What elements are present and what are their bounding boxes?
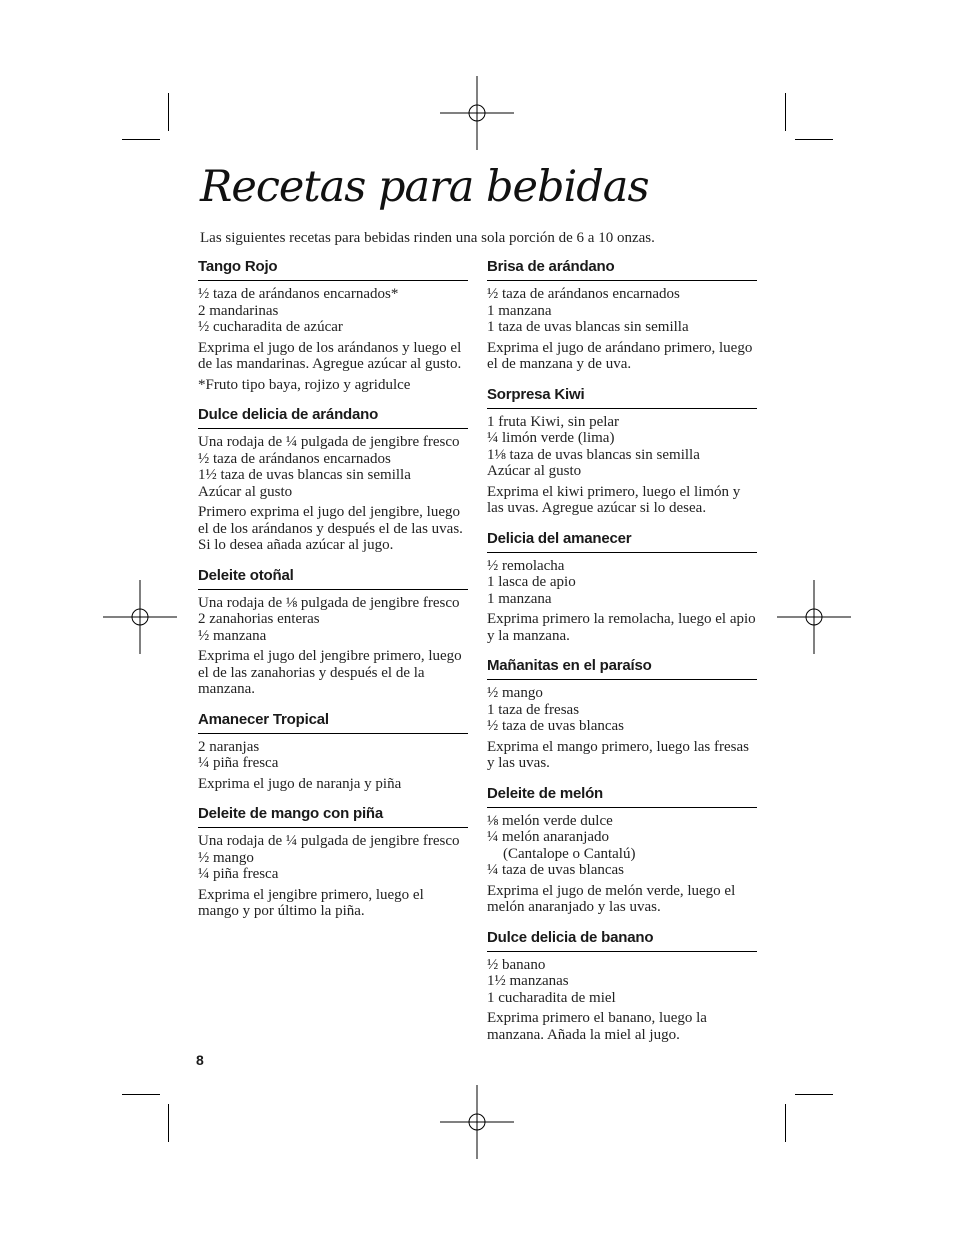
recipe-instructions: Exprima el mango primero, luego las fresas y las uvas. [487, 738, 750, 771]
ingredient: ¼ piña fresca [198, 866, 279, 882]
ingredient: ¼ limón verde (lima) [487, 430, 615, 446]
ingredient: ¼ taza de uvas blancas [487, 862, 625, 878]
recipe-title: Dulce delicia de arándano [198, 406, 468, 429]
ingredient: 1⅛ taza de uvas blancas sin semilla [487, 446, 700, 463]
recipe-instructions: Exprima el jugo de arándano primero, luego el de manzana y de uva. [487, 339, 753, 372]
ingredient: 1 taza de uvas blancas sin semilla [487, 319, 689, 335]
ingredient-list [487, 813, 757, 879]
recipe [198, 711, 468, 806]
recipe-instructions: Exprima el jugo de naranja y piña [198, 775, 402, 792]
recipe [487, 929, 757, 1044]
ingredient: 1 fruta Kiwi, sin pelar [487, 413, 620, 430]
ingredient: 1 taza de fresas [487, 701, 580, 718]
ingredient-list [198, 595, 468, 645]
crop-mark [122, 139, 160, 140]
ingredient: ½ mango [487, 685, 543, 701]
ingredient: ½ taza de uvas blancas [487, 718, 625, 734]
recipe-title: Amanecer Tropical [198, 711, 468, 734]
recipe-instructions: Exprima el kiwi primero, luego el limón y las uvas. Agregue azúcar si lo desea. [487, 483, 741, 516]
ingredient: 1½ taza de uvas blancas sin semilla [198, 467, 411, 483]
recipe-footnote: *Fruto tipo baya, rojizo y agridulce [198, 376, 411, 393]
ingredient: 1 cucharadita de miel [487, 989, 616, 1006]
recipe-title: Delicia del amanecer [487, 530, 757, 553]
ingredient: ½ taza de arándanos encarnados* [198, 286, 399, 302]
ingredient: 2 zanahorias enteras [198, 611, 320, 627]
page-number: 8 [196, 1052, 204, 1068]
ingredient: 1½ manzanas [487, 973, 569, 989]
ingredient: Una rodaja de ¼ pulgada de jengibre fresco [198, 833, 460, 849]
registration-mark-bottom [440, 1085, 514, 1159]
crop-mark [168, 93, 169, 131]
ingredient-list [198, 286, 468, 336]
recipe-instructions: Exprima el jugo del jengibre primero, luego el de las zanahorias y después el de la manzana. [198, 648, 462, 697]
ingredient-list [487, 414, 757, 480]
left-recipe-column [198, 258, 468, 920]
recipe-title: Deleite de melón [487, 785, 757, 808]
ingredient-list [198, 739, 468, 772]
recipe [487, 657, 757, 785]
ingredient: ¼ melón anaranjado [487, 829, 610, 845]
ingredient: ½ taza de arándanos encarnados [487, 286, 680, 302]
ingredient: ½ taza de arándanos encarnados [198, 450, 391, 467]
recipe-instructions: Exprima primero el banano, luego la manzana. Añada la miel al jugo. [487, 1010, 707, 1043]
recipe [198, 805, 468, 920]
recipe [198, 567, 468, 711]
recipe-title: Tango Rojo [198, 258, 468, 281]
ingredient: Una rodaja de ¼ pulgada de jengibre fresco [198, 434, 460, 450]
recipe [198, 406, 468, 567]
ingredient: 1 manzana [487, 302, 552, 319]
recipe-instructions: Exprima el jugo de melón verde, luego el melón anaranjado y las uvas. [487, 882, 736, 915]
ingredient: 1 manzana [487, 590, 552, 607]
recipe-title: Deleite de mango con piña [198, 805, 468, 828]
registration-mark-left [103, 580, 177, 654]
ingredient-list [487, 558, 757, 608]
ingredient: ½ banano [487, 956, 546, 973]
crop-mark [785, 1104, 786, 1142]
recipe-title: Deleite otoñal [198, 567, 468, 590]
recipe [487, 386, 757, 530]
recipe [198, 258, 468, 406]
ingredient-list [487, 685, 757, 735]
recipe-title: Brisa de arándano [487, 258, 757, 281]
ingredient-list [487, 286, 757, 336]
ingredient: Azúcar al gusto [198, 483, 293, 500]
recipe-instructions: Primero exprima el jugo del jengibre, luego el de los arándanos y después el de las uvas. Si lo desea añada azúcar al jugo. [198, 504, 463, 553]
recipe-instructions: Exprima el jugo de los arándanos y luego el de las mandarinas. Agregue azúcar al gusto. [198, 339, 462, 372]
recipe [487, 258, 757, 386]
ingredient-list [487, 957, 757, 1007]
recipe-instructions: Exprima el jengibre primero, luego el mango y por último la piña. [198, 886, 424, 919]
recipe-title: Mañanitas en el paraíso [487, 657, 757, 680]
ingredient: ½ cucharadita de azúcar [198, 319, 343, 335]
recipe-instructions: Exprima primero la remolacha, luego el apio y la manzana. [487, 611, 756, 644]
page-title: Recetas para bebidas [200, 162, 649, 212]
ingredient: 1 lasca de apio [487, 574, 576, 590]
ingredient-list [198, 434, 468, 500]
registration-mark-right [777, 580, 851, 654]
recipe-title: Sorpresa Kiwi [487, 386, 757, 409]
crop-mark [122, 1094, 160, 1095]
ingredient: ½ remolacha [487, 557, 565, 574]
recipe [487, 530, 757, 658]
ingredient: ½ manzana [198, 627, 267, 644]
ingredient: Azúcar al gusto [487, 463, 582, 479]
ingredient: 2 mandarinas [198, 302, 279, 319]
ingredient-list [198, 833, 468, 883]
recipe [487, 785, 757, 929]
registration-mark-top [440, 76, 514, 150]
crop-mark [785, 93, 786, 131]
crop-mark [795, 1094, 833, 1095]
ingredient: ½ mango [198, 849, 254, 866]
crop-mark [168, 1104, 169, 1142]
ingredient: 2 naranjas [198, 738, 260, 755]
ingredient: ⅛ melón verde dulce [487, 812, 613, 829]
ingredient: (Cantalope o Cantalú) [503, 845, 636, 862]
intro-text: Las siguientes recetas para bebidas rinden una sola porción de 6 a 10 onzas. [200, 230, 655, 246]
crop-mark [795, 139, 833, 140]
ingredient: Una rodaja de ⅛ pulgada de jengibre fresco [198, 594, 460, 611]
recipe-title: Dulce delicia de banano [487, 929, 757, 952]
right-recipe-column [487, 258, 757, 1043]
ingredient: ¼ piña fresca [198, 755, 279, 771]
